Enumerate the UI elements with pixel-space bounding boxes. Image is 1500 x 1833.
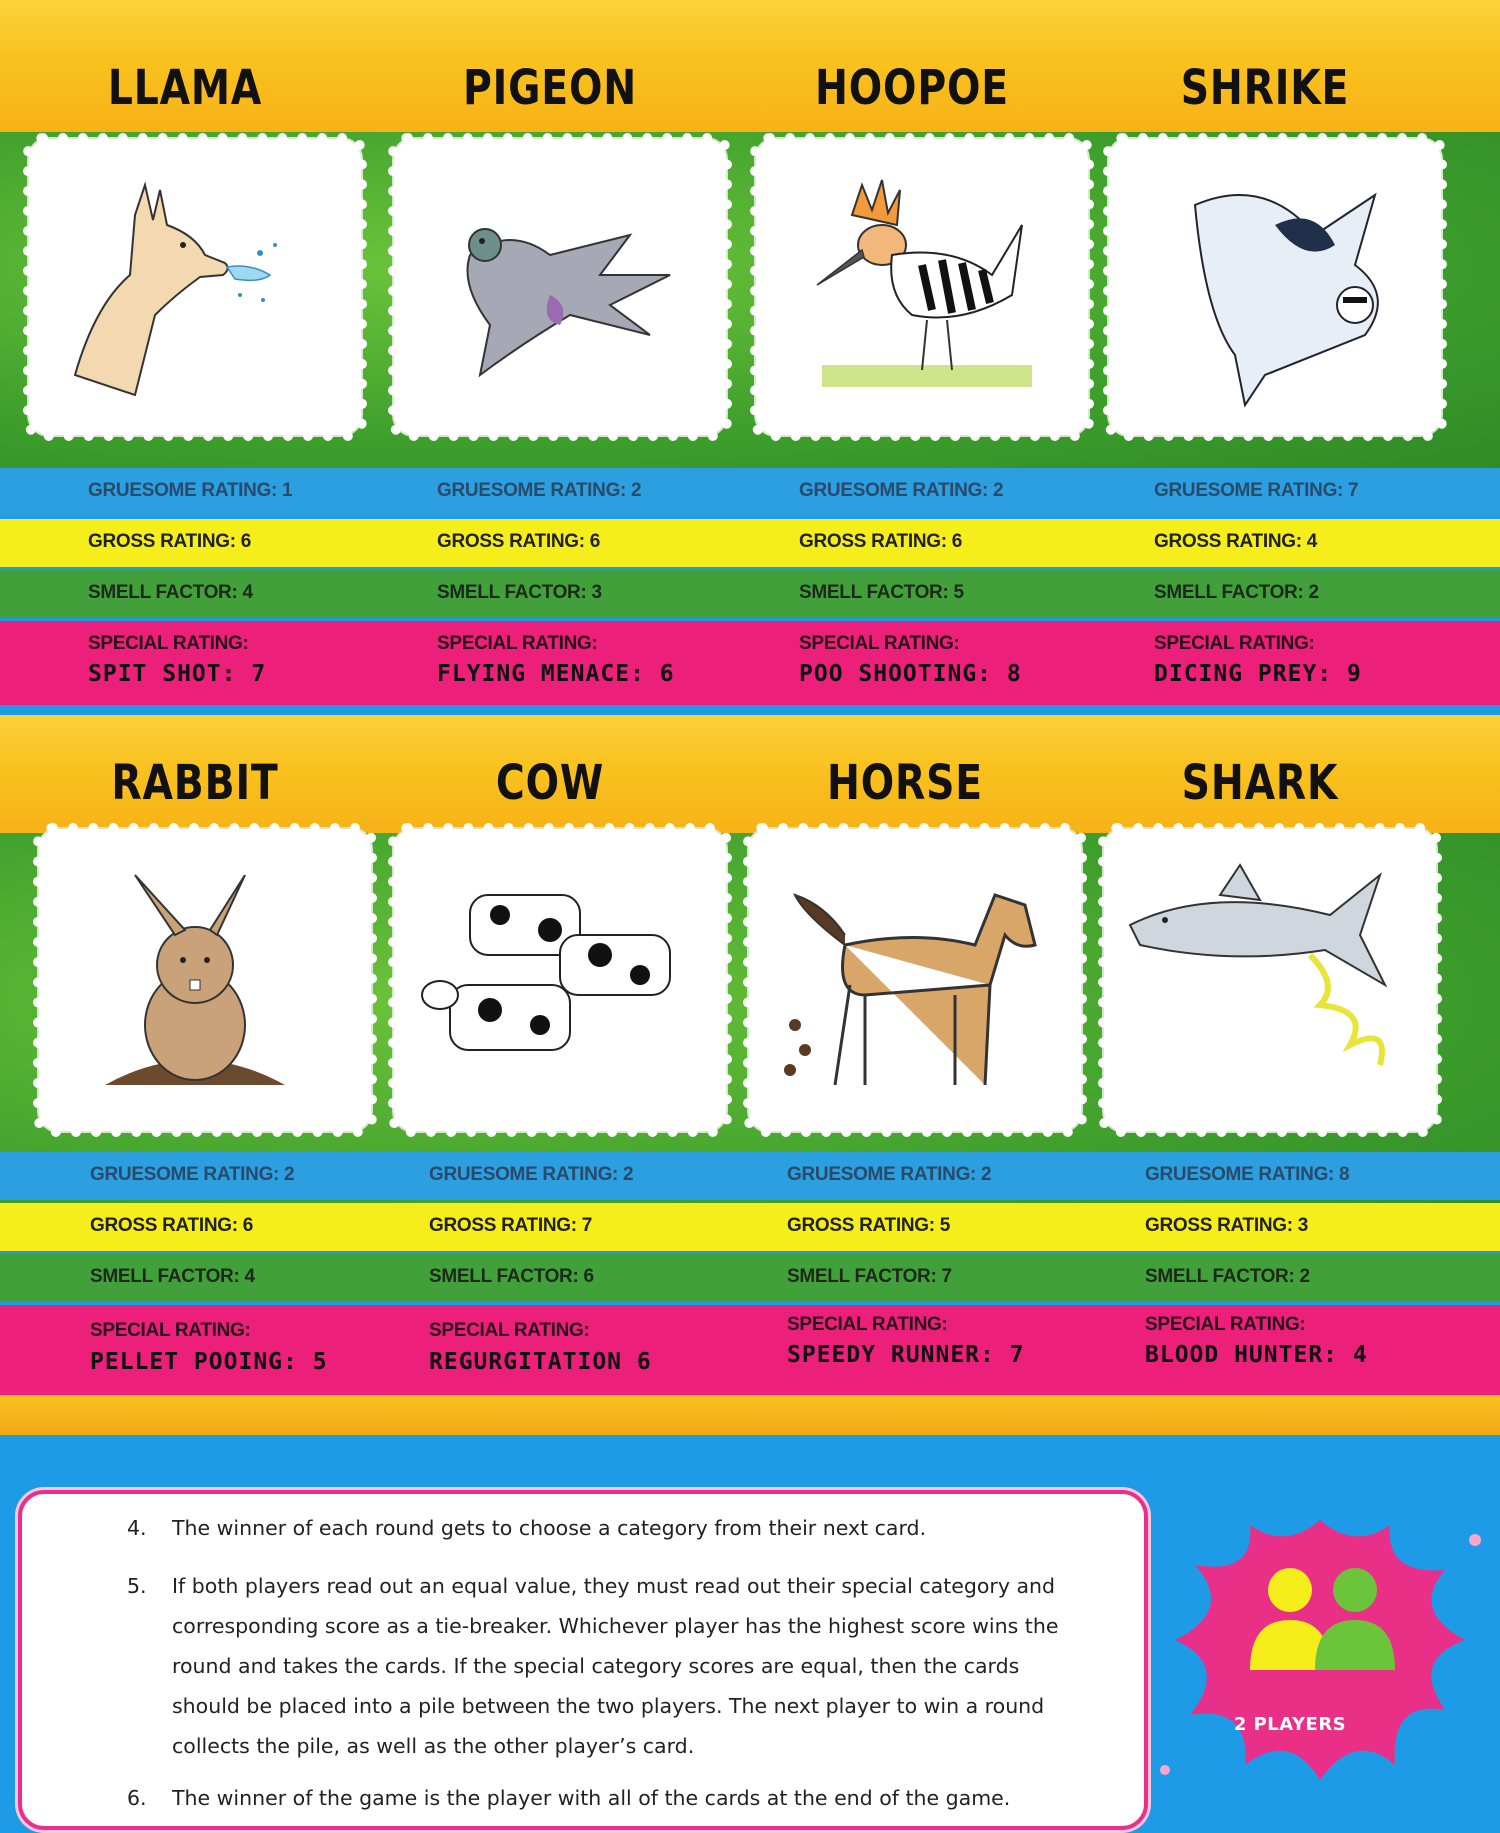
special-rating-value: SPIT SHOT: 7 [88,661,267,687]
special-rating-label: SPECIAL RATING: [437,633,598,654]
special-rating-value: PELLET POOING: 5 [90,1349,328,1375]
gruesome-rating: GRUESOME RATING: 8 [1145,1164,1350,1185]
rabbit-illustration [45,835,365,1125]
shark-illustration [1110,835,1430,1125]
gross-rating: GROSS RATING: 4 [1154,531,1317,552]
smell-factor: SMELL FACTOR: 7 [787,1266,952,1287]
card-title: SHRIKE [1180,60,1350,116]
players-splash-icon [1145,1480,1495,1810]
cards-row-bottom [0,715,1500,1435]
gross-rating: GROSS RATING: 6 [437,531,600,552]
special-rating-value: DICING PREY: 9 [1154,661,1362,687]
gross-rating: GROSS RATING: 6 [88,531,251,552]
card-hoopoe [737,0,1087,715]
card-title: SHARK [1181,755,1339,811]
gruesome-rating: GRUESOME RATING: 2 [90,1164,295,1185]
card-title: RABBIT [111,755,279,811]
smell-factor: SMELL FACTOR: 3 [437,582,602,603]
horse-illustration [755,835,1075,1125]
gross-rating: GROSS RATING: 6 [799,531,962,552]
special-rating-value: BLOOD HUNTER: 4 [1145,1342,1368,1368]
smell-factor: SMELL FACTOR: 6 [429,1266,594,1287]
gruesome-rating: GRUESOME RATING: 7 [1154,480,1359,501]
card-picture [35,145,355,429]
card-rabbit [20,715,370,1435]
card-pigeon [375,0,725,715]
special-rating-label: SPECIAL RATING: [1154,633,1315,654]
special-rating-label: SPECIAL RATING: [88,633,249,654]
rule-number: 6. [127,1786,147,1810]
divider-strip [0,1395,1500,1435]
card-cow [375,715,725,1435]
gross-rating: GROSS RATING: 7 [429,1215,592,1236]
card-shark [1085,715,1435,1435]
special-rating-value: POO SHOOTING: 8 [799,661,1022,687]
special-rating-label: SPECIAL RATING: [90,1320,251,1341]
card-picture [45,835,365,1125]
smell-factor: SMELL FACTOR: 2 [1154,582,1319,603]
special-rating-value: REGURGITATION 6 [429,1349,652,1375]
gross-rating: GROSS RATING: 5 [787,1215,950,1236]
card-title: LLAMA [107,60,263,116]
smell-factor: SMELL FACTOR: 5 [799,582,964,603]
card-picture [1115,145,1435,429]
rule-text: The winner of the game is the player with all of the cards at the end of the game. [172,1786,1011,1810]
rule-number: 5. [127,1574,147,1598]
card-picture [1110,835,1430,1125]
rule-number: 4. [127,1516,147,1540]
card-title: PIGEON [462,60,637,116]
card-shrike [1090,0,1440,715]
gruesome-rating: GRUESOME RATING: 2 [429,1164,634,1185]
shrike-illustration [1115,145,1435,429]
card-picture [400,145,720,429]
gross-rating: GROSS RATING: 6 [90,1215,253,1236]
special-rating-value: FLYING MENACE: 6 [437,661,675,687]
card-llama [10,0,360,715]
smell-factor: SMELL FACTOR: 2 [1145,1266,1310,1287]
llama-illustration [35,145,355,429]
gruesome-rating: GRUESOME RATING: 2 [787,1164,992,1185]
card-title: COW [495,755,605,811]
special-rating-value: SPEEDY RUNNER: 7 [787,1342,1025,1368]
hoopoe-illustration [762,145,1082,429]
gross-rating: GROSS RATING: 3 [1145,1215,1308,1236]
card-title: HORSE [826,755,984,811]
gruesome-rating: GRUESOME RATING: 1 [88,480,293,501]
rules-box [18,1490,1148,1830]
cards-row-top [0,0,1500,715]
special-rating-label: SPECIAL RATING: [429,1320,590,1341]
card-picture [400,835,720,1125]
gruesome-rating: GRUESOME RATING: 2 [437,480,642,501]
smell-factor: SMELL FACTOR: 4 [90,1266,255,1287]
card-title: HOOPOE [815,60,1009,116]
card-picture [755,835,1075,1125]
cow-illustration [400,835,720,1125]
special-rating-label: SPECIAL RATING: [787,1314,948,1335]
rule-text: If both players read out an equal value, they must read out their special category and corresponding score as a tie-breaker. Whichever player has the highest score wins the round and takes the cards. If the special category scores are equal, then the cards should be placed into a pile between the two players. The next player to win a round collects the pile, as well as the other player’s card. [172,1574,1059,1758]
special-rating-label: SPECIAL RATING: [1145,1314,1306,1335]
card-horse [730,715,1080,1435]
pigeon-illustration [400,145,720,429]
smell-factor: SMELL FACTOR: 4 [88,582,253,603]
gruesome-rating: GRUESOME RATING: 2 [799,480,1004,501]
card-picture [762,145,1082,429]
players-badge-label: 2 PLAYERS [1233,1714,1347,1735]
special-rating-label: SPECIAL RATING: [799,633,960,654]
rule-text: The winner of each round gets to choose a category from their next card. [172,1516,927,1540]
